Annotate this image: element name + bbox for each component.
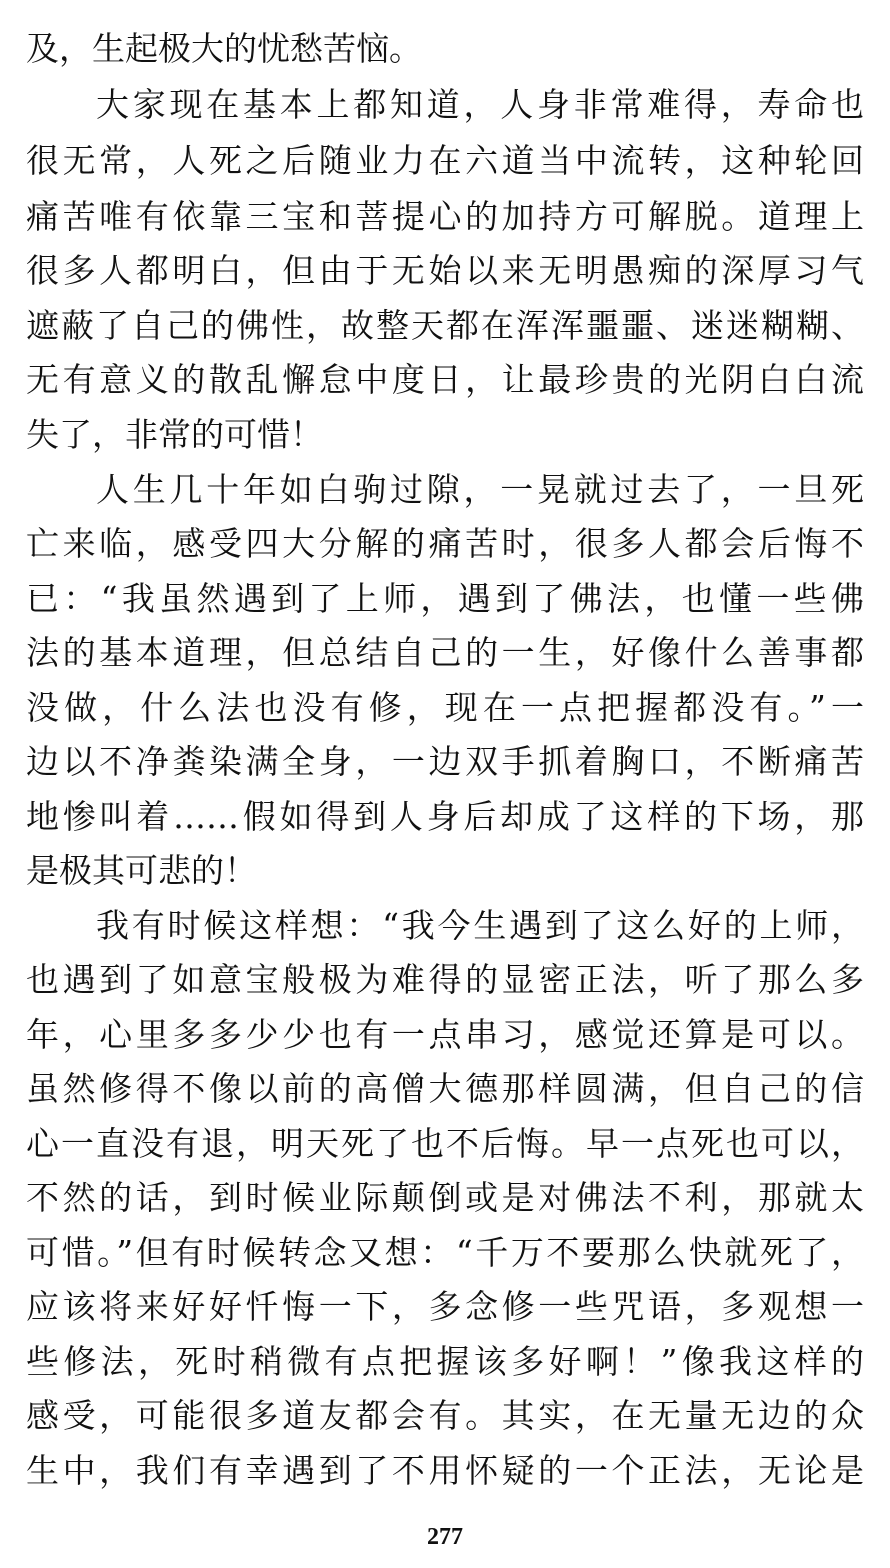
text-line: 失了，非常的可惜！: [26, 415, 323, 454]
text-line: 及，生起极大的忧愁苦恼。: [26, 29, 422, 68]
text-line: 大家现在基本上都知道，人身非常难得，寿命也: [96, 85, 864, 124]
text-line: 亡来临，感受四大分解的痛苦时，很多人都会后悔不: [26, 524, 864, 563]
page-number: 277: [427, 1524, 463, 1550]
text-line: 边以不净粪染满全身，一边双手抓着胸口，不断痛苦: [26, 742, 864, 781]
text-line: 地惨叫着……假如得到人身后却成了这样的下场，那: [26, 797, 864, 836]
text-line: 没做，什么法也没有修，现在一点把握都没有。”一: [26, 688, 864, 727]
text-line: 应该将来好好忏悔一下，多念修一些咒语，多观想一: [26, 1287, 864, 1326]
text-line: 人生几十年如白驹过隙，一晃就过去了，一旦死: [96, 470, 864, 509]
text-line: 是极其可悲的！: [26, 851, 257, 890]
text-line: 不然的话，到时候业际颠倒或是对佛法不利，那就太: [26, 1178, 864, 1217]
text-line: 遮蔽了自己的佛性，故整天都在浑浑噩噩、迷迷糊糊、: [26, 306, 864, 345]
text-line: 心一直没有退，明天死了也不后悔。早一点死也可以，: [26, 1124, 864, 1163]
text-line: 虽然修得不像以前的高僧大德那样圆满，但自己的信: [26, 1069, 864, 1108]
text-line: 些修法，死时稍微有点把握该多好啊！”像我这样的: [26, 1342, 864, 1381]
text-line: 可惜。”但有时候转念又想：“千万不要那么快就死了，: [26, 1233, 864, 1272]
text-line: 法的基本道理，但总结自己的一生，好像什么善事都: [26, 633, 864, 672]
text-line: 很无常，人死之后随业力在六道当中流转，这种轮回: [26, 141, 864, 180]
text-line: 感受，可能很多道友都会有。其实，在无量无边的众: [26, 1396, 864, 1435]
text-line: 生中，我们有幸遇到了不用怀疑的一个正法，无论是: [26, 1451, 864, 1490]
text-line: 很多人都明白，但由于无始以来无明愚痴的深厚习气: [26, 251, 864, 290]
text-line: 也遇到了如意宝般极为难得的显密正法，听了那么多: [26, 960, 864, 999]
text-line: 我有时候这样想：“我今生遇到了这么好的上师，: [96, 906, 864, 945]
text-line: 痛苦唯有依靠三宝和菩提心的加持方可解脱。道理上: [26, 197, 864, 236]
text-line: 无有意义的散乱懈怠中度日，让最珍贵的光阴白白流: [26, 360, 864, 399]
text-line: 年，心里多多少少也有一点串习，感觉还算是可以。: [26, 1015, 864, 1054]
text-line: 已：“我虽然遇到了上师，遇到了佛法，也懂一些佛: [26, 579, 864, 618]
